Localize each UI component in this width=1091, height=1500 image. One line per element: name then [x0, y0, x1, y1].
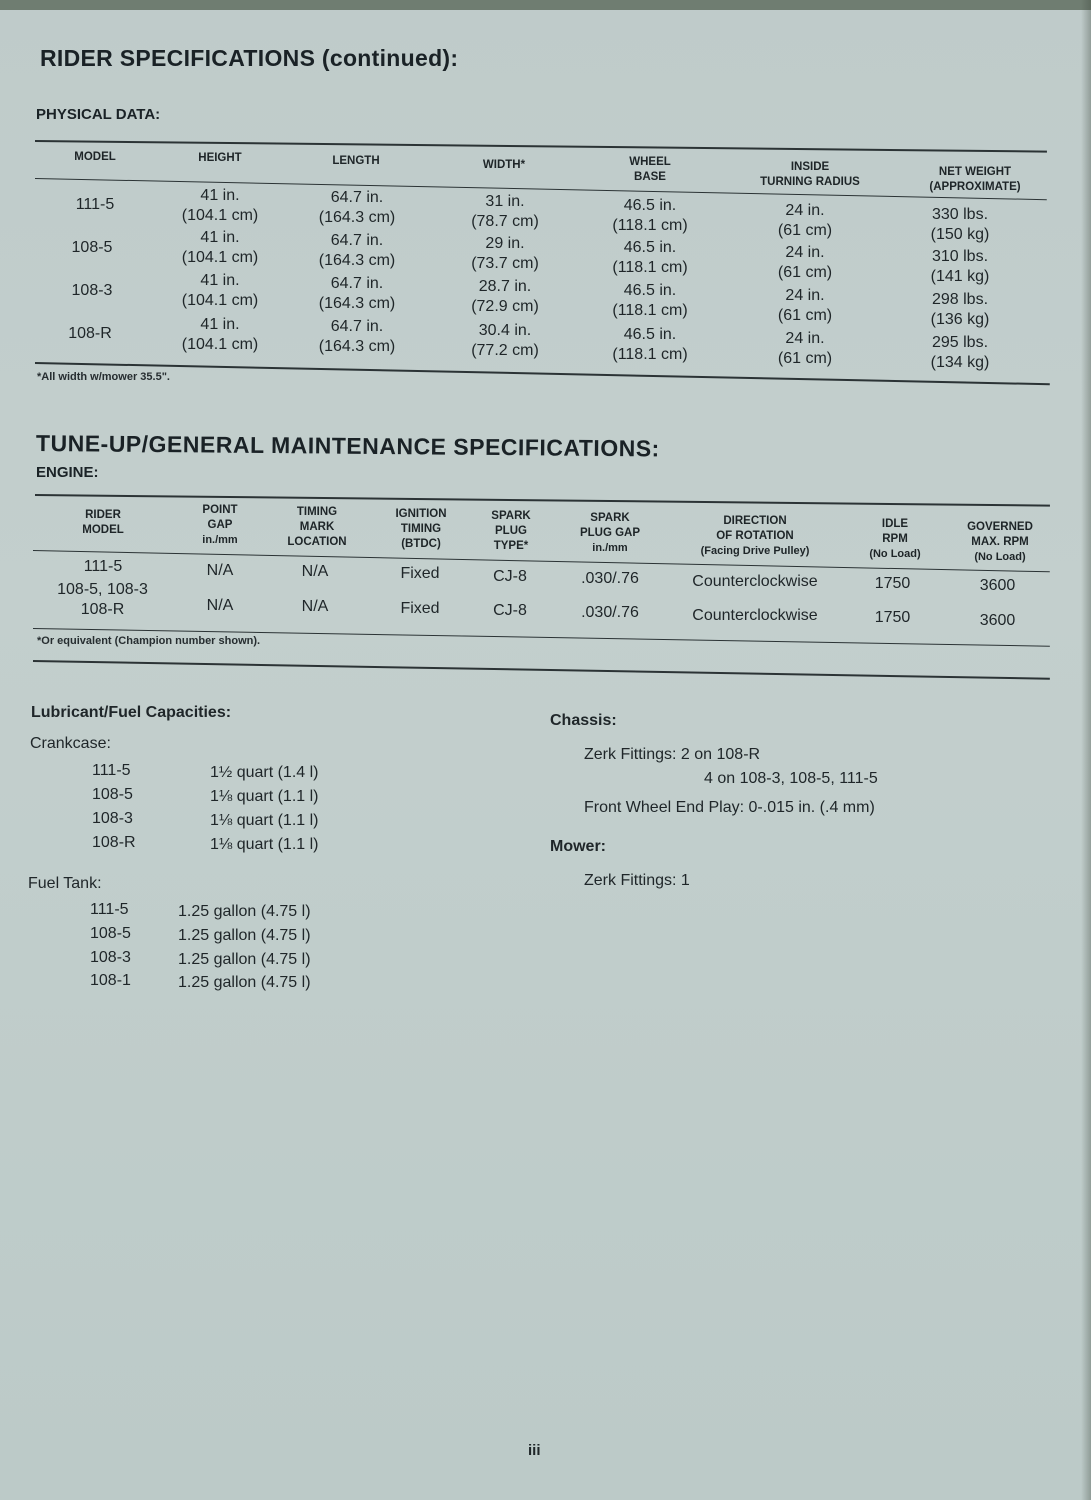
header-rider-model-l2: MODEL: [82, 524, 124, 536]
engine-cell-ignition-timing: Fixed: [400, 600, 440, 617]
header-spark-plug-gap-l1: SPARK: [590, 512, 630, 524]
engine-cell-idle-rpm: 1750: [874, 609, 911, 626]
engine-title: ENGINE:: [36, 464, 99, 481]
engine-cell-model: 111-5: [83, 558, 123, 575]
header-spark-plug-gap: [565, 511, 655, 556]
engine-cell-governed-rpm: 3600: [979, 577, 1016, 594]
engine-cell-spark-plug-type: CJ-8: [493, 568, 527, 585]
list-item-value: 1.25 gallon (4.75 l): [178, 927, 311, 944]
table-cell-height: [165, 271, 275, 311]
table-cell-length: [302, 188, 412, 228]
table-cell-length: [302, 274, 412, 314]
list-item-value: 1.25 gallon (4.75 l): [178, 974, 311, 991]
width-in: 30.4 in.: [478, 322, 532, 339]
page-number: iii: [528, 1442, 541, 1459]
header-governed-rpm-l1: GOVERNED: [967, 521, 1033, 533]
list-item-value: 1.25 gallon (4.75 l): [178, 951, 311, 968]
table-cell-width: [450, 234, 560, 274]
header-rider-model-l1: RIDER: [85, 509, 121, 521]
header-turning-radius: [745, 160, 875, 190]
header-idle-rpm-l1: IDLE: [881, 518, 909, 530]
net-weight-kg: (150 kg): [930, 226, 990, 243]
header-timing-mark-l3: LOCATION: [287, 536, 347, 548]
engine-cell-spark-plug-gap: .030/.76: [581, 570, 639, 587]
header-governed-rpm: [955, 520, 1045, 565]
table-cell-wheel-base: [595, 325, 705, 365]
header-model: MODEL: [74, 151, 116, 163]
header-point-gap-l2: GAP: [207, 519, 233, 531]
net-weight-lbs: 330 lbs.: [931, 206, 989, 223]
table-cell-wheel-base: [595, 238, 705, 278]
length-cm: (164.3 cm): [318, 209, 396, 226]
header-direction-l3: (Facing Drive Pulley): [700, 545, 810, 557]
header-timing-mark-l2: MARK: [299, 521, 335, 533]
header-direction-l1: DIRECTION: [723, 515, 787, 527]
header-point-gap: [180, 503, 260, 548]
net-weight-kg: (141 kg): [930, 268, 990, 285]
list-item-model: 108-5: [90, 925, 131, 942]
header-idle-rpm-l3: (No Load): [869, 548, 921, 560]
physical-data-title: PHYSICAL DATA:: [36, 106, 161, 123]
header-timing-mark-l1: TIMING: [296, 506, 338, 518]
engine-model-line1: 108-5, 108-3: [57, 581, 148, 598]
height-cm: (104.1 cm): [181, 249, 259, 266]
engine-cell-point-gap: N/A: [206, 562, 234, 579]
header-spark-plug-type: [476, 509, 546, 554]
table-cell-turning-radius: [750, 286, 860, 326]
mower-zerk: Zerk Fittings: 1: [584, 872, 690, 889]
engine-cell-ignition-timing: Fixed: [400, 565, 440, 582]
header-wheel-base-l1: WHEEL: [629, 156, 671, 168]
table-cell-turning-radius: [750, 243, 860, 283]
header-ignition-timing: [376, 507, 466, 552]
table-cell-net-weight: [905, 290, 1015, 330]
turning-radius-cm: (61 cm): [777, 264, 833, 281]
table-cell-model: 108-3: [71, 282, 113, 299]
wheel-base-cm: (118.1 cm): [612, 302, 688, 319]
engine-cell-direction: Counterclockwise: [692, 573, 818, 590]
wheel-base-cm: (118.1 cm): [612, 217, 688, 234]
physical-footnote: *All width w/mower 35.5".: [37, 371, 170, 383]
turning-radius-cm: (61 cm): [777, 350, 833, 367]
table-cell-wheel-base: [595, 281, 705, 321]
wheel-base-in: 46.5 in.: [623, 326, 677, 343]
header-height: HEIGHT: [198, 152, 242, 164]
header-turning-radius-l2: TURNING RADIUS: [760, 176, 860, 188]
net-weight-kg: (134 kg): [930, 354, 990, 371]
header-point-gap-l3: in./mm: [202, 534, 238, 546]
height-cm: (104.1 cm): [181, 207, 259, 224]
chassis-front-wheel: Front Wheel End Play: 0-.015 in. (.4 mm): [584, 799, 875, 816]
table-cell-height: [165, 315, 275, 355]
engine-cell-timing-mark: N/A: [301, 563, 329, 580]
top-edge: [0, 0, 1091, 10]
width-cm: (72.9 cm): [471, 298, 539, 315]
turning-radius-in: 24 in.: [785, 330, 825, 347]
header-timing-mark: [272, 505, 362, 550]
length-in: 64.7 in.: [330, 275, 384, 292]
chassis-zerk-line2: 4 on 108-3, 108-5, 111-5: [704, 770, 878, 787]
header-length: LENGTH: [332, 155, 380, 167]
list-item-value: 1.25 gallon (4.75 l): [178, 903, 311, 920]
table-cell-net-weight: [905, 247, 1015, 287]
turning-radius-cm: (61 cm): [777, 307, 833, 324]
table-cell-width: [450, 321, 560, 361]
list-item-model: 111-5: [92, 762, 131, 779]
table-cell-wheel-base: [595, 196, 705, 236]
header-wheel-base-l2: BASE: [634, 171, 666, 183]
wheel-base-in: 46.5 in.: [623, 197, 677, 214]
header-ignition-timing-l1: IGNITION: [395, 508, 447, 520]
length-cm: (164.3 cm): [318, 295, 396, 312]
engine-cell-model: [45, 580, 160, 620]
net-weight-lbs: 298 lbs.: [931, 291, 989, 308]
table-cell-height: [165, 228, 275, 268]
header-ignition-timing-l2: TIMING: [400, 523, 442, 535]
length-cm: (164.3 cm): [318, 338, 396, 355]
engine-footnote: *Or equivalent (Champion number shown).: [37, 635, 261, 647]
turning-radius-in: 24 in.: [785, 202, 825, 219]
header-spark-plug-gap-l2: PLUG GAP: [579, 527, 641, 539]
width-cm: (77.2 cm): [471, 342, 539, 359]
list-item-model: 108-3: [90, 949, 131, 966]
width-cm: (78.7 cm): [471, 213, 539, 230]
header-idle-rpm-l2: RPM: [882, 533, 908, 545]
width-cm: (73.7 cm): [471, 255, 539, 272]
list-item-model: 108-3: [92, 810, 133, 827]
header-ignition-timing-l3: (BTDC): [401, 538, 441, 550]
header-net-weight-l1: NET WEIGHT: [938, 166, 1012, 178]
lubricant-title: Lubricant/Fuel Capacities:: [31, 704, 232, 721]
turning-radius-in: 24 in.: [785, 287, 825, 304]
list-item-model: 108-1: [90, 972, 131, 989]
engine-cell-governed-rpm: 3600: [979, 612, 1016, 629]
engine-cell-timing-mark: N/A: [301, 598, 329, 615]
wheel-base-cm: (118.1 cm): [612, 346, 688, 363]
header-direction-of-rotation: [680, 514, 830, 559]
header-turning-radius-l1: INSIDE: [790, 161, 830, 173]
header-spark-plug-gap-l3: in./mm: [592, 542, 628, 554]
table-cell-length: [302, 317, 412, 357]
net-weight-lbs: 295 lbs.: [931, 334, 989, 351]
header-wheel-base: [610, 155, 690, 185]
width-in: 28.7 in.: [478, 278, 532, 295]
wheel-base-in: 46.5 in.: [623, 239, 677, 256]
list-item-value: 1⅛ quart (1.1 l): [210, 788, 319, 805]
list-item-value: 1⅛ quart (1.1 l): [210, 836, 319, 853]
table-cell-width: [450, 277, 560, 317]
header-width: WIDTH*: [482, 159, 526, 171]
turning-radius-in: 24 in.: [785, 244, 825, 261]
header-rider-model: [63, 508, 143, 538]
wheel-base-cm: (118.1 cm): [612, 259, 688, 276]
table-cell-turning-radius: [750, 201, 860, 241]
table-cell-length: [302, 231, 412, 271]
length-cm: (164.3 cm): [318, 252, 396, 269]
crankcase-label: Crankcase:: [30, 735, 111, 752]
chassis-title: Chassis:: [550, 712, 617, 729]
header-governed-rpm-l3: (No Load): [974, 551, 1026, 563]
length-in: 64.7 in.: [330, 232, 384, 249]
header-idle-rpm: [855, 517, 935, 562]
header-net-weight-l2: (APPROXIMATE): [929, 181, 1021, 193]
header-spark-plug-type-l1: SPARK: [491, 510, 531, 522]
header-spark-plug-type-l2: PLUG: [495, 525, 527, 537]
engine-cell-point-gap: N/A: [206, 597, 234, 614]
engine-cell-spark-plug-gap: .030/.76: [581, 604, 639, 621]
height-cm: (104.1 cm): [181, 292, 259, 309]
table-cell-model: 108-R: [68, 325, 112, 342]
table-cell-model: 111-5: [75, 196, 115, 213]
header-net-weight: [915, 165, 1035, 195]
height-in: 41 in.: [200, 272, 240, 289]
table-cell-model: 108-5: [71, 239, 113, 256]
height-in: 41 in.: [200, 229, 240, 246]
rider-specs-title: RIDER SPECIFICATIONS (continued):: [40, 45, 459, 71]
list-item-value: 1½ quart (1.4 l): [210, 764, 319, 781]
engine-cell-idle-rpm: 1750: [874, 575, 911, 592]
table-cell-net-weight: [905, 205, 1015, 245]
list-item-value: 1⅛ quart (1.1 l): [210, 812, 319, 829]
wheel-base-in: 46.5 in.: [623, 282, 677, 299]
header-direction-l2: OF ROTATION: [716, 530, 794, 542]
list-item-model: 111-5: [90, 901, 129, 918]
table-cell-turning-radius: [750, 329, 860, 369]
list-item-model: 108-R: [92, 834, 136, 851]
right-edge-shadow: [1081, 0, 1091, 1500]
tuneup-title: TUNE-UP/GENERAL MAINTENANCE SPECIFICATIONS:: [35, 430, 660, 462]
table-cell-net-weight: [905, 333, 1015, 373]
turning-radius-cm: (61 cm): [777, 222, 833, 239]
length-in: 64.7 in.: [330, 318, 384, 335]
width-in: 31 in.: [485, 193, 525, 210]
engine-cell-direction: Counterclockwise: [692, 607, 818, 624]
height-in: 41 in.: [200, 316, 240, 333]
chassis-zerk-line1: Zerk Fittings: 2 on 108-R: [584, 746, 761, 763]
header-governed-rpm-l2: MAX. RPM: [971, 536, 1029, 548]
mower-title: Mower:: [550, 838, 606, 855]
header-point-gap-l1: POINT: [202, 504, 238, 516]
table-cell-height: [165, 186, 275, 226]
engine-model-line2: 108-R: [80, 601, 125, 618]
height-cm: (104.1 cm): [181, 336, 259, 353]
net-weight-kg: (136 kg): [930, 311, 990, 328]
height-in: 41 in.: [200, 187, 240, 204]
header-spark-plug-type-l3: TYPE*: [493, 540, 529, 552]
list-item-model: 108-5: [92, 786, 133, 803]
fuel-tank-label: Fuel Tank:: [28, 875, 102, 892]
engine-cell-spark-plug-type: CJ-8: [493, 602, 527, 619]
length-in: 64.7 in.: [330, 189, 384, 206]
table-cell-width: [450, 192, 560, 232]
net-weight-lbs: 310 lbs.: [931, 248, 989, 265]
width-in: 29 in.: [485, 235, 525, 252]
